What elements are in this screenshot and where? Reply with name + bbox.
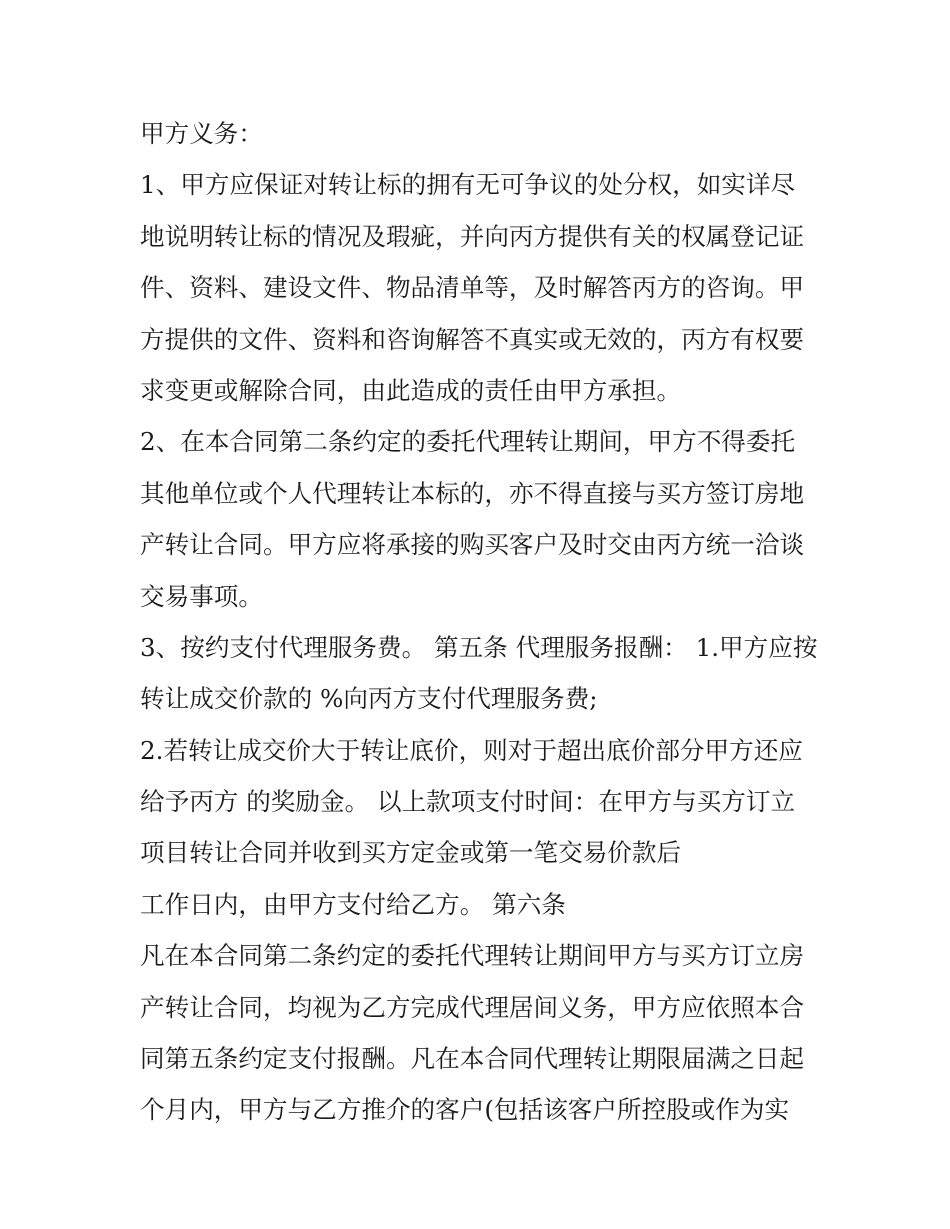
- text-line: 凡在本合同第二条约定的委托代理转让期间甲方与买方订立房: [140, 941, 805, 971]
- text-line: 个月内，甲方与乙方推介的客户(包括该客户所控股或作为实: [140, 1095, 790, 1125]
- text-line: 其他单位或个人代理转让本标的，亦不得直接与买方签订房地: [140, 478, 805, 508]
- text-line: 产转让合同，均视为乙方完成代理居间义务，甲方应依照本合: [140, 992, 805, 1022]
- text-line: 1、甲方应保证对转让标的拥有无可争议的处分权，如实详尽: [140, 170, 796, 200]
- text-line: 2.若转让成交价大于转让底价，则对于超出底价部分甲方还应: [140, 735, 803, 765]
- document-body: [140, 108, 820, 1136]
- text-line: 同第五条约定支付报酬。凡在本合同代理转让期限届满之日起: [140, 1044, 805, 1074]
- text-line: 地说明转让标的情况及瑕疵，并向丙方提供有关的权属登记证: [140, 221, 805, 251]
- text-line: 产转让合同。甲方应将承接的购买客户及时交由丙方统一洽谈: [140, 530, 805, 560]
- text-line: 项目转让合同并收到买方定金或第一笔交易价款后: [140, 838, 682, 868]
- text-line: 交易事项。: [140, 581, 263, 611]
- text-line: 给予丙方 的奖励金。 以上款项支付时间：在甲方与买方订立: [140, 787, 796, 817]
- text-line: 件、资料、建设文件、物品清单等，及时解答丙方的咨询。甲: [140, 273, 805, 303]
- text-line: 3、按约支付代理服务费。 第五条 代理服务报酬： 1.甲方应按: [140, 632, 818, 662]
- text-line: 转让成交价款的 %向丙方支付代理服务费;: [140, 684, 598, 714]
- text-line: 方提供的文件、资料和咨询解答不真实或无效的，丙方有权要: [140, 324, 805, 354]
- text-line: 甲方义务：: [140, 119, 263, 148]
- text-line: 工作日内，由甲方支付给乙方。 第六条: [140, 889, 566, 919]
- text-line: 求变更或解除合同，由此造成的责任由甲方承担。: [140, 375, 682, 405]
- text-line: 2、在本合同第二条约定的委托代理转让期间，甲方不得委托: [140, 427, 796, 457]
